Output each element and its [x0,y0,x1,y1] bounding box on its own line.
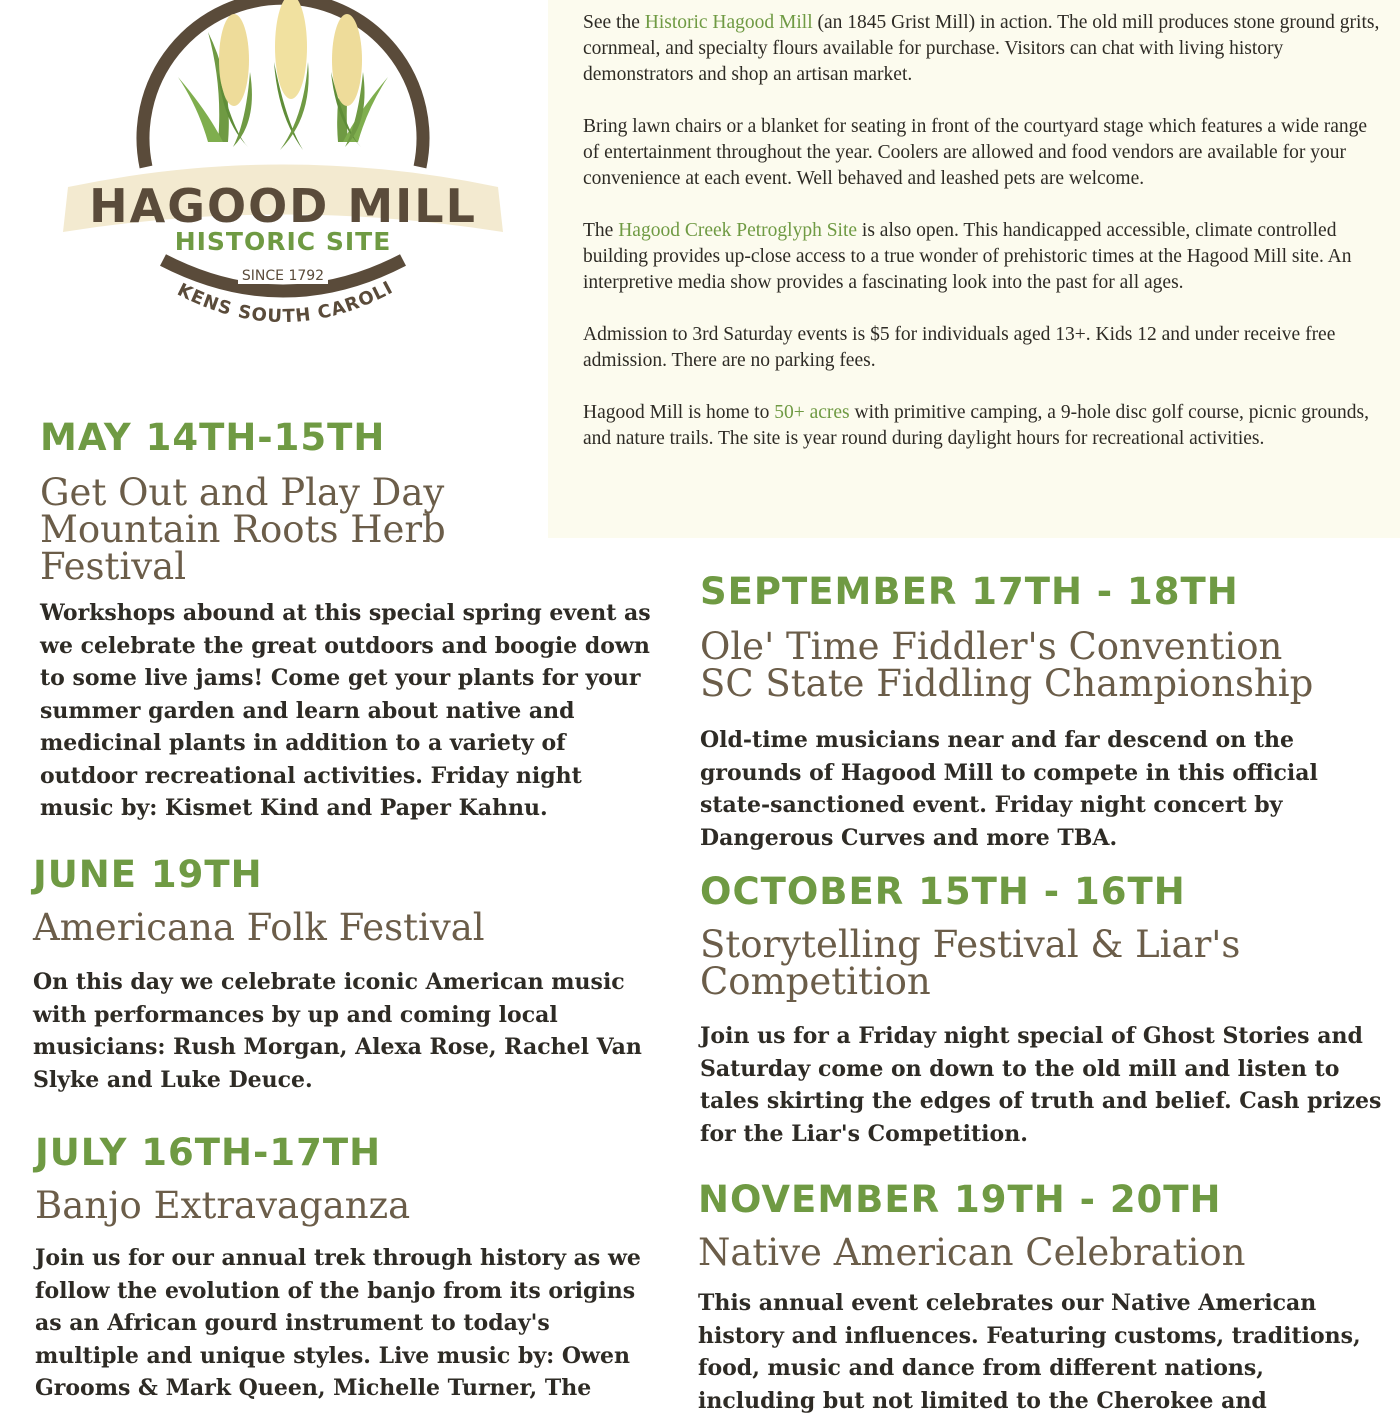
acres-link[interactable]: 50+ acres [774,402,849,423]
event-june [33,855,663,1096]
historic-hagood-mill-link[interactable]: Historic Hagood Mill [645,12,813,33]
event-desc-line: to some live jams! Come get your plants for your [40,662,660,695]
intro-paragraph-seating: Bring lawn chairs or a blanket for seating in front of the courtyard stage which features a wide range of entertainment throughout the year. Coolers are allowed and food vendors are available for your convenience at each event. Well behaved and leashed pets are welcome. [583,114,1380,192]
event-desc-line: Join us for a Friday night special of Ghost Stories and [700,1020,1390,1053]
event-desc-line: for the Liar's Competition. [700,1118,1390,1151]
event-desc-line: Slyke and Luke Deuce. [33,1064,663,1097]
event-title-line: SC State Fiddling Championship [700,665,1390,702]
event-desc-line: Grooms & Mark Queen, Michelle Turner, The [35,1372,665,1405]
event-desc-line: grounds of Hagood Mill to compete in this official [700,757,1390,790]
event-desc-line: we celebrate the great outdoors and boogie down [40,630,660,663]
event-desc-line: state-sanctioned event. Friday night concert by [700,789,1390,822]
event-desc-line: On this day we celebrate iconic American music [33,966,663,999]
logo-since: SINCE 1792 [242,268,324,284]
event-desc-line: music by: Kismet Kind and Paper Kahnu. [40,792,660,825]
event-may [40,418,660,825]
intro-panel [548,0,1400,538]
event-desc-line: Workshops abound at this special spring event as [40,597,660,630]
event-october [700,872,1390,1150]
event-title-line: Americana Folk Festival [33,909,663,946]
event-desc-line: Old-time musicians near and far descend on the [700,724,1390,757]
event-date: JULY 16TH-17TH [35,1133,665,1173]
event-date: NOVEMBER 19TH - 20TH [698,1180,1388,1220]
event-desc-line: with performances by up and coming local [33,999,663,1032]
intro-paragraph-admission: Admission to 3rd Saturday events is $5 for individuals aged 13+. Kids 12 and under receive free admission. There are no parking fees. [583,322,1380,374]
event-desc-line: Saturday come on down to the old mill and listen to [700,1053,1390,1086]
event-title-line: Banjo Extravaganza [35,1187,665,1224]
event-date: OCTOBER 15TH - 16TH [700,872,1390,912]
event-title-line: Ole' Time Fiddler's Convention [700,628,1390,665]
event-date: SEPTEMBER 17TH - 18TH [700,572,1390,612]
event-desc-line: Dangerous Curves and more TBA. [700,822,1390,855]
event-title-line: Storytelling Festival & Liar's [700,926,1390,963]
event-desc-line: tales skirting the edges of truth and belief. Cash prizes [700,1085,1390,1118]
event-desc-line: follow the evolution of the banjo from its origins [35,1275,665,1308]
hagood-mill-logo [58,0,508,342]
event-desc-line: Join us for our annual trek through history as we [35,1242,665,1275]
intro-paragraph-mill: See the Historic Hagood Mill (an 1845 Grist Mill) in action. The old mill produces stone ground grits, cornmeal, and specialty flours available for purchase. Visitors can chat with living history demonstrators and shop an artisan market. [583,10,1380,88]
event-title-line: Get Out and Play Day [40,474,660,511]
event-desc-line: medicinal plants in addition to a variety of [40,727,660,760]
petroglyph-site-link[interactable]: Hagood Creek Petroglyph Site [618,220,857,241]
logo-subtitle: HISTORIC SITE [175,227,392,256]
event-desc-line: multiple and unique styles. Live music by: Owen [35,1340,665,1373]
event-title-line: Native American Celebration [698,1234,1388,1271]
event-desc-line: food, music and dance from different nations, [698,1352,1388,1385]
event-desc-line: summer garden and learn about native and [40,695,660,728]
logo-location: KENS SOUTH CAROLI [58,0,397,327]
event-desc-line: This annual event celebrates our Native American [698,1287,1388,1320]
event-desc-line: musicians: Rush Morgan, Alexa Rose, Rachel Van [33,1031,663,1064]
event-date: MAY 14TH-15TH [40,418,660,458]
event-desc-line: including but not limited to the Cherokee and [698,1385,1388,1417]
event-september [700,572,1390,854]
event-desc-line: history and influences. Featuring customs, traditions, [698,1320,1388,1353]
event-july [35,1133,665,1405]
logo-name: HAGOOD MILL [89,179,477,233]
event-desc-line: outdoor recreational activities. Friday night [40,760,660,793]
event-november [698,1180,1388,1417]
intro-paragraph-acres: Hagood Mill is home to 50+ acres with primitive camping, a 9-hole disc golf course, picnic grounds, and nature trails. The site is year round during daylight hours for recreational activities. [583,400,1380,452]
event-desc-line: as an African gourd instrument to today's [35,1307,665,1340]
event-title-line: Competition [700,963,1390,1000]
intro-paragraph-petroglyph: The Hagood Creek Petroglyph Site is also open. This handicapped accessible, climate controlled building provides up-close access to a true wonder of prehistoric times at the Hagood Mill site. An interpretive media show provides a fascinating look into the past for all ages. [583,218,1380,296]
event-title-line: Mountain Roots Herb [40,511,660,548]
event-title-line: Festival [40,548,660,585]
event-date: JUNE 19TH [33,855,663,895]
